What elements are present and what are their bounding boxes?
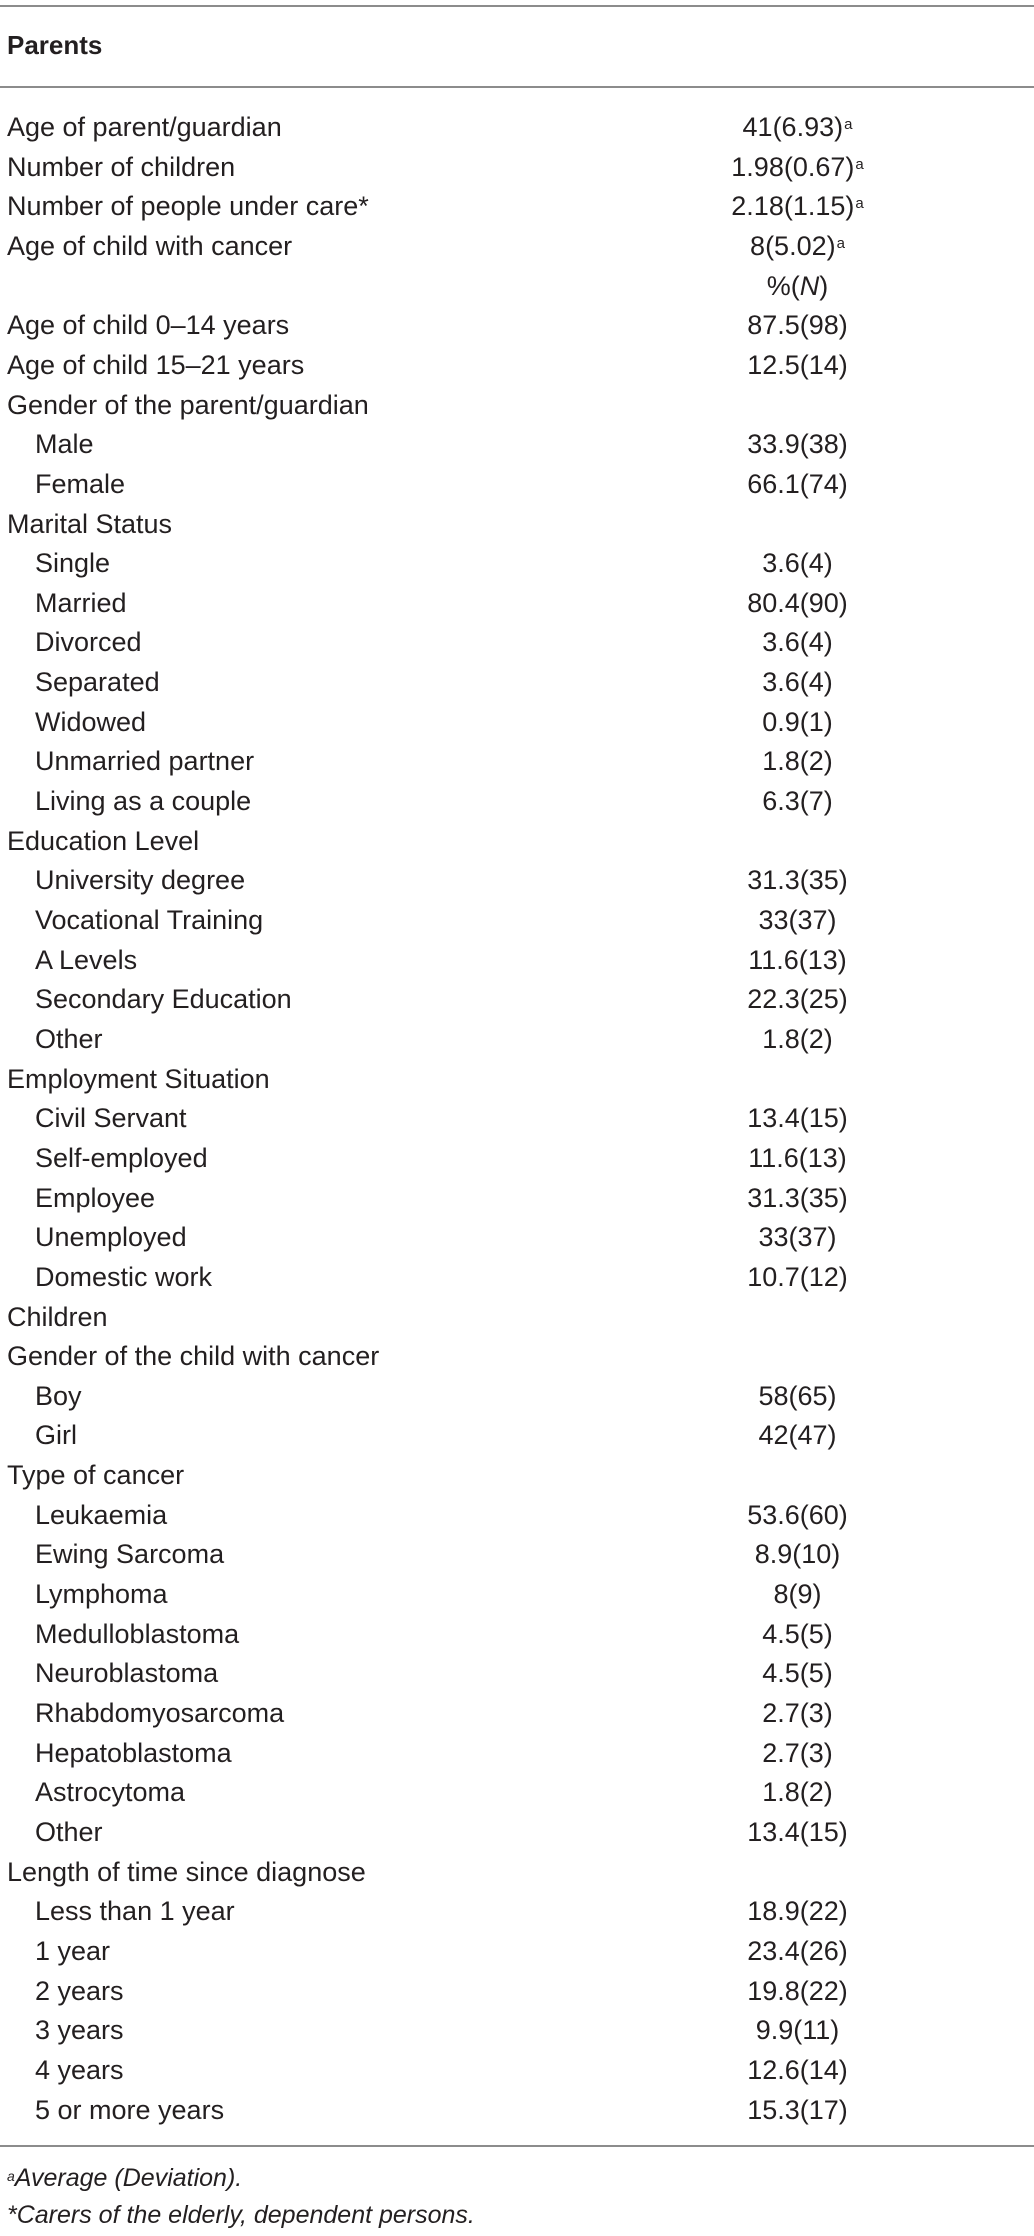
row-value bbox=[655, 543, 940, 583]
table-row bbox=[0, 1852, 1034, 1892]
row-value bbox=[655, 1931, 940, 1971]
value-text: 3.6(4) bbox=[762, 667, 833, 697]
row-value bbox=[655, 147, 940, 187]
row-label: Widowed bbox=[35, 707, 147, 737]
row-label: Separated bbox=[35, 667, 160, 697]
row-value bbox=[655, 305, 940, 345]
table-row bbox=[0, 900, 1034, 940]
value-superscript: a bbox=[844, 116, 853, 133]
table-row bbox=[0, 1257, 1034, 1297]
row-value bbox=[655, 900, 940, 940]
value-text: 8(5.02) bbox=[750, 231, 836, 261]
row-value bbox=[655, 1257, 940, 1297]
table-row bbox=[0, 504, 1034, 544]
row-value bbox=[655, 1772, 940, 1812]
value-text: 1.8(2) bbox=[762, 1777, 833, 1807]
value-text: 41(6.93) bbox=[742, 112, 844, 142]
column-unit-label: %(N) bbox=[766, 271, 829, 301]
row-value bbox=[655, 622, 940, 662]
row-value bbox=[655, 1138, 940, 1178]
value-text: 22.3(25) bbox=[747, 984, 848, 1014]
row-label: Single bbox=[35, 548, 111, 578]
value-text: 33(37) bbox=[758, 905, 837, 935]
row-value bbox=[655, 1534, 940, 1574]
row-value bbox=[655, 1891, 940, 1931]
table-row bbox=[0, 1772, 1034, 1812]
row-label: A Levels bbox=[35, 945, 138, 975]
row-label: Medulloblastoma bbox=[35, 1619, 240, 1649]
value-text: 0.9(1) bbox=[762, 707, 833, 737]
table-row bbox=[0, 1812, 1034, 1852]
table-row bbox=[0, 1455, 1034, 1495]
table-row bbox=[0, 1336, 1034, 1376]
row-label: Age of child with cancer bbox=[7, 231, 293, 261]
row-label: Self-employed bbox=[35, 1143, 208, 1173]
row-label: 4 years bbox=[35, 2055, 124, 2085]
table-subheader-row bbox=[0, 266, 1034, 306]
row-value bbox=[655, 662, 940, 702]
row-value bbox=[655, 1415, 940, 1455]
row-label: Length of time since diagnose bbox=[7, 1857, 366, 1887]
row-value bbox=[655, 1733, 940, 1773]
row-value bbox=[655, 1376, 940, 1416]
table-row bbox=[0, 702, 1034, 742]
row-value bbox=[655, 424, 940, 464]
row-value bbox=[655, 1019, 940, 1059]
row-label: Ewing Sarcoma bbox=[35, 1539, 225, 1569]
table-row bbox=[0, 1971, 1034, 2011]
row-value bbox=[655, 940, 940, 980]
table-row bbox=[0, 1693, 1034, 1733]
row-value bbox=[655, 1178, 940, 1218]
row-label: 3 years bbox=[35, 2015, 124, 2045]
value-text: 2.18(1.15) bbox=[731, 191, 855, 221]
table-row bbox=[0, 821, 1034, 861]
value-text: 53.6(60) bbox=[747, 1500, 848, 1530]
row-label: Hepatoblastoma bbox=[35, 1738, 232, 1768]
row-label: Age of child 0–14 years bbox=[7, 310, 290, 340]
row-label: Other bbox=[35, 1817, 103, 1847]
footnote-average bbox=[7, 2162, 242, 2194]
row-value bbox=[655, 702, 940, 742]
row-value bbox=[655, 1693, 940, 1733]
table-row bbox=[0, 226, 1034, 266]
row-value bbox=[655, 781, 940, 821]
table-row bbox=[0, 1297, 1034, 1337]
table-row bbox=[0, 543, 1034, 583]
value-superscript: a bbox=[836, 235, 845, 252]
row-label: Female bbox=[35, 469, 126, 499]
table-header: Parents bbox=[7, 30, 103, 60]
value-text: 1.8(2) bbox=[762, 746, 833, 776]
row-value bbox=[655, 2010, 940, 2050]
value-superscript: a bbox=[855, 195, 864, 212]
value-text: 12.5(14) bbox=[747, 350, 848, 380]
row-label: Children bbox=[7, 1302, 108, 1332]
table-row bbox=[0, 464, 1034, 504]
table-row bbox=[0, 1019, 1034, 1059]
table-row bbox=[0, 385, 1034, 425]
value-text: 13.4(15) bbox=[747, 1103, 848, 1133]
row-label: Domestic work bbox=[35, 1262, 213, 1292]
table-row bbox=[0, 305, 1034, 345]
row-label: Unemployed bbox=[35, 1222, 187, 1252]
table-row bbox=[0, 979, 1034, 1019]
table-row bbox=[0, 2090, 1034, 2130]
row-label: Age of parent/guardian bbox=[7, 112, 282, 142]
value-text: 19.8(22) bbox=[747, 1976, 848, 2006]
row-label: Lymphoma bbox=[35, 1579, 168, 1609]
footnote-text: Average (Deviation). bbox=[14, 2164, 243, 2192]
row-label: Marital Status bbox=[7, 509, 173, 539]
value-text: 12.6(14) bbox=[747, 2055, 848, 2085]
value-text: 15.3(17) bbox=[747, 2095, 848, 2125]
header-rule bbox=[0, 86, 1034, 88]
row-label: Male bbox=[35, 429, 94, 459]
row-value bbox=[655, 1812, 940, 1852]
table-row bbox=[0, 345, 1034, 385]
footnote-text: *Carers of the elderly, dependent persons. bbox=[7, 2201, 475, 2229]
row-label: Age of child 15–21 years bbox=[7, 350, 305, 380]
row-label: Secondary Education bbox=[35, 984, 292, 1014]
table-row bbox=[0, 1138, 1034, 1178]
row-value bbox=[655, 979, 940, 1019]
value-text: 2.7(3) bbox=[762, 1738, 833, 1768]
row-label: Number of children bbox=[7, 152, 236, 182]
bottom-rule bbox=[0, 2145, 1034, 2147]
row-label: 1 year bbox=[35, 1936, 111, 1966]
row-label: Education Level bbox=[7, 826, 200, 856]
table-row bbox=[0, 940, 1034, 980]
value-text: 31.3(35) bbox=[747, 1183, 848, 1213]
table-row bbox=[0, 1495, 1034, 1535]
row-value bbox=[655, 464, 940, 504]
value-text: 13.4(15) bbox=[747, 1817, 848, 1847]
row-value bbox=[655, 1495, 940, 1535]
table-row bbox=[0, 107, 1034, 147]
value-text: 87.5(98) bbox=[747, 310, 848, 340]
row-label: Vocational Training bbox=[35, 905, 264, 935]
table-row bbox=[0, 1098, 1034, 1138]
row-value bbox=[655, 226, 940, 266]
row-label: 2 years bbox=[35, 1976, 124, 2006]
table-row bbox=[0, 186, 1034, 226]
row-label: 5 or more years bbox=[35, 2095, 225, 2125]
value-text: 11.6(13) bbox=[748, 1143, 847, 1173]
value-text: 31.3(35) bbox=[747, 865, 848, 895]
value-text: 33(37) bbox=[758, 1222, 837, 1252]
value-text: 10.7(12) bbox=[747, 1262, 848, 1292]
row-label: Other bbox=[35, 1024, 103, 1054]
row-label: Astrocytoma bbox=[35, 1777, 186, 1807]
value-text: 58(65) bbox=[758, 1381, 837, 1411]
row-value bbox=[655, 1217, 940, 1257]
value-text: 6.3(7) bbox=[762, 786, 833, 816]
table-row bbox=[0, 1534, 1034, 1574]
value-text: 33.9(38) bbox=[747, 429, 848, 459]
table-row bbox=[0, 1891, 1034, 1931]
table-row bbox=[0, 1931, 1034, 1971]
table-row bbox=[0, 1059, 1034, 1099]
table-row bbox=[0, 781, 1034, 821]
table-row bbox=[0, 1415, 1034, 1455]
row-value bbox=[655, 583, 940, 623]
value-superscript: a bbox=[855, 156, 864, 173]
table-row bbox=[0, 1217, 1034, 1257]
row-value bbox=[655, 1574, 940, 1614]
value-text: 23.4(26) bbox=[747, 1936, 848, 1966]
value-text: 2.7(3) bbox=[762, 1698, 833, 1728]
value-text: 3.6(4) bbox=[762, 627, 833, 657]
row-label: Married bbox=[35, 588, 127, 618]
footnote-carers bbox=[7, 2199, 475, 2231]
row-label: Gender of the parent/guardian bbox=[7, 390, 369, 420]
row-label: Girl bbox=[35, 1420, 77, 1450]
table-row bbox=[0, 1178, 1034, 1218]
table-row bbox=[0, 583, 1034, 623]
top-rule bbox=[0, 5, 1034, 7]
value-text: 4.5(5) bbox=[762, 1658, 833, 1688]
row-value bbox=[655, 2050, 940, 2090]
value-text: 1.8(2) bbox=[762, 1024, 833, 1054]
value-text: 8(9) bbox=[773, 1579, 822, 1609]
row-label: Civil Servant bbox=[35, 1103, 187, 1133]
table-row bbox=[0, 1733, 1034, 1773]
table-row bbox=[0, 741, 1034, 781]
value-text: 66.1(74) bbox=[747, 469, 848, 499]
row-value bbox=[655, 1653, 940, 1693]
table-row bbox=[0, 2010, 1034, 2050]
row-value bbox=[655, 1614, 940, 1654]
row-label: Number of people under care* bbox=[7, 191, 369, 221]
row-label: Neuroblastoma bbox=[35, 1658, 219, 1688]
footnote-marker: a bbox=[7, 2168, 15, 2184]
row-label: Boy bbox=[35, 1381, 82, 1411]
table-row bbox=[0, 424, 1034, 464]
row-label: Employment Situation bbox=[7, 1064, 270, 1094]
table-row bbox=[0, 662, 1034, 702]
table-row bbox=[0, 1614, 1034, 1654]
table-row bbox=[0, 2050, 1034, 2090]
table-row bbox=[0, 860, 1034, 900]
row-label: University degree bbox=[35, 865, 246, 895]
row-label: Gender of the child with cancer bbox=[7, 1341, 380, 1371]
value-text: 11.6(13) bbox=[748, 945, 847, 975]
row-label: Rhabdomyosarcoma bbox=[35, 1698, 285, 1728]
row-value bbox=[655, 186, 940, 226]
row-label: Unmarried partner bbox=[35, 746, 255, 776]
value-text: 1.98(0.67) bbox=[731, 152, 855, 182]
row-value bbox=[655, 1971, 940, 2011]
row-label: Less than 1 year bbox=[35, 1896, 235, 1926]
row-label: Type of cancer bbox=[7, 1460, 185, 1490]
row-label: Leukaemia bbox=[35, 1500, 168, 1530]
table-row bbox=[0, 622, 1034, 662]
row-label: Living as a couple bbox=[35, 786, 252, 816]
row-label: Employee bbox=[35, 1183, 156, 1213]
row-value bbox=[655, 860, 940, 900]
table-row bbox=[0, 1574, 1034, 1614]
value-text: 3.6(4) bbox=[762, 548, 833, 578]
table-row bbox=[0, 1376, 1034, 1416]
row-label: Divorced bbox=[35, 627, 142, 657]
value-text: 18.9(22) bbox=[747, 1896, 848, 1926]
value-text: 9.9(11) bbox=[755, 2015, 840, 2045]
row-value bbox=[655, 107, 940, 147]
table-row bbox=[0, 1653, 1034, 1693]
table-row bbox=[0, 147, 1034, 187]
row-value bbox=[655, 345, 940, 385]
value-text: 80.4(90) bbox=[747, 588, 848, 618]
row-value bbox=[655, 1098, 940, 1138]
value-text: 8.9(10) bbox=[754, 1539, 841, 1569]
row-value bbox=[655, 741, 940, 781]
value-text: 4.5(5) bbox=[762, 1619, 833, 1649]
row-value bbox=[655, 2090, 940, 2130]
value-text: 42(47) bbox=[758, 1420, 837, 1450]
